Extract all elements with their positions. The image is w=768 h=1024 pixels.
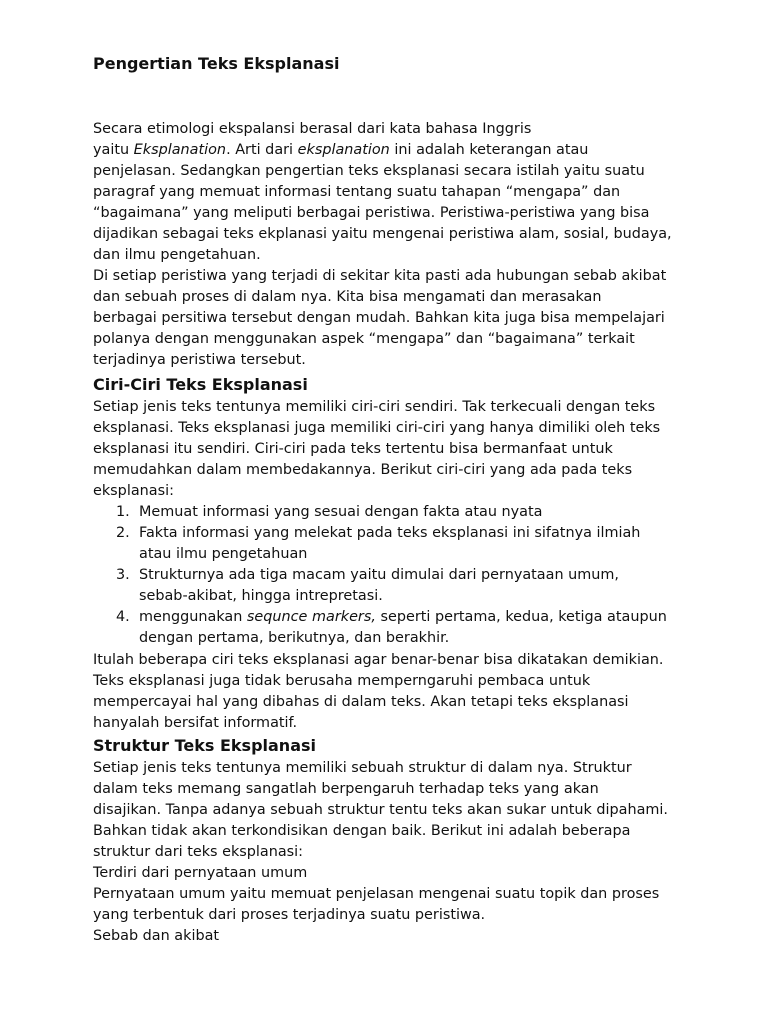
intro-line-6: dijadikan sebagai teks ekplanasi yaitu mengenai peristiwa alam, sosial, budaya, xyxy=(93,226,672,242)
intro-line-3: penjelasan. Sedangkan pengertian teks eksplanasi secara istilah yaitu suatu xyxy=(93,163,645,179)
struktur-line-7: Pernyataan umum yaitu memuat penjelasan mengenai suatu topik dan proses xyxy=(93,886,660,902)
struktur-line-2: dalam teks memang sangatlah berpengaruh terhadap teks yang akan xyxy=(93,781,599,797)
intro-line-10: berbagai persitiwa tersebut dengan mudah. Bahkan kita juga bisa mempelajari xyxy=(93,310,665,326)
list-item-4-text: seperti pertama, kedua, ketiga ataupun xyxy=(375,609,667,625)
list-number: 3. xyxy=(116,567,130,583)
intro-line-1: Secara etimologi ekspalansi berasal dari kata bahasa Inggris xyxy=(93,121,532,137)
list-number: 1. xyxy=(116,504,130,520)
ciri-line-2: eksplanasi. Teks eksplanasi juga memiliki ciri-ciri yang hanya dimiliki oleh teks xyxy=(93,420,661,436)
intro-line-2-text: . Arti dari xyxy=(226,142,298,158)
intro-line-7: dan ilmu pengetahuan. xyxy=(93,247,261,263)
list-item-2: Fakta informasi yang melekat pada teks eksplanasi ini sifatnya ilmiah xyxy=(139,525,641,541)
struktur-line-3: disajikan. Tanpa adanya sebuah struktur tentu teks akan sukar untuk dipahami. xyxy=(93,802,668,818)
ciri-line-4: memudahkan dalam membedakannya. Berikut ciri-ciri yang ada pada teks xyxy=(93,462,633,478)
list-item-3-cont: sebab-akibat, hingga intrepretasi. xyxy=(139,588,383,604)
ciri-conclusion-line-2: Teks eksplanasi juga tidak berusaha memperngaruhi pembaca untuk xyxy=(93,673,591,689)
list-item-4-text: menggunakan xyxy=(139,609,247,625)
ciri-line-3: eksplanasi itu sendiri. Ciri-ciri pada teks tertentu bisa bermanfaat untuk xyxy=(93,441,613,457)
intro-line-2-text: ini adalah keterangan atau xyxy=(389,142,589,158)
list-item-2-cont: atau ilmu pengetahuan xyxy=(139,546,308,562)
ciri-conclusion-line-4: hanyalah bersifat informatif. xyxy=(93,715,298,731)
intro-line-5: “bagaimana” yang meliputi berbagai peristiwa. Peristiwa-peristiwa yang bisa xyxy=(93,205,650,221)
list-number: 4. xyxy=(116,609,130,625)
struktur-line-9: Sebab dan akibat xyxy=(93,928,220,944)
intro-term-eksplanation: Eksplanation xyxy=(133,142,227,158)
ciri-line-5: eksplanasi: xyxy=(93,483,174,499)
ciri-conclusion-line-1: Itulah beberapa ciri teks eksplanasi agar benar-benar bisa dikatakan demikian. xyxy=(93,652,664,668)
section-heading-ciri: Ciri-Ciri Teks Eksplanasi xyxy=(93,375,308,394)
ciri-conclusion-line-3: mempercayai hal yang dibahas di dalam teks. Akan tetapi teks eksplanasi xyxy=(93,694,629,710)
ciri-line-1: Setiap jenis teks tentunya memiliki ciri-ciri sendiri. Tak terkecuali dengan teks xyxy=(93,399,656,415)
intro-line-9: dan sebuah proses di dalam nya. Kita bisa mengamati dan merasakan xyxy=(93,289,602,305)
struktur-line-4: Bahkan tidak akan terkondisikan dengan baik. Berikut ini adalah beberapa xyxy=(93,823,631,839)
list-item-3: Strukturnya ada tiga macam yaitu dimulai dari pernyataan umum, xyxy=(139,567,619,583)
struktur-line-1: Setiap jenis teks tentunya memiliki sebuah struktur di dalam nya. Struktur xyxy=(93,760,632,776)
intro-line-8: Di setiap peristiwa yang terjadi di sekitar kita pasti ada hubungan sebab akibat xyxy=(93,268,667,284)
list-item-1: Memuat informasi yang sesuai dengan fakta atau nyata xyxy=(139,504,543,520)
struktur-line-5: struktur dari teks eksplanasi: xyxy=(93,844,304,860)
struktur-line-8: yang terbentuk dari proses terjadinya suatu peristiwa. xyxy=(93,907,486,923)
section-heading-struktur: Struktur Teks Eksplanasi xyxy=(93,736,316,755)
intro-line-2-text: yaitu xyxy=(93,142,134,158)
list-item-4-cont: dengan pertama, berikutnya, dan berakhir. xyxy=(139,630,450,646)
struktur-line-6: Terdiri dari pernyataan umum xyxy=(93,865,308,881)
intro-line-4: paragraf yang memuat informasi tentang suatu tahapan “mengapa” dan xyxy=(93,184,621,200)
list-item-4 xyxy=(139,607,667,628)
list-item-4-term: sequnce markers, xyxy=(246,609,376,625)
intro-line-12: terjadinya peristiwa tersebut. xyxy=(93,352,306,368)
intro-term-eksplanation-lower: eksplanation xyxy=(297,142,390,158)
intro-line-11: polanya dengan menggunakan aspek “mengapa” dan “bagaimana” terkait xyxy=(93,331,635,347)
list-number: 2. xyxy=(116,525,130,541)
intro-line-2 xyxy=(93,140,588,161)
document-title: Pengertian Teks Eksplanasi xyxy=(93,54,340,73)
